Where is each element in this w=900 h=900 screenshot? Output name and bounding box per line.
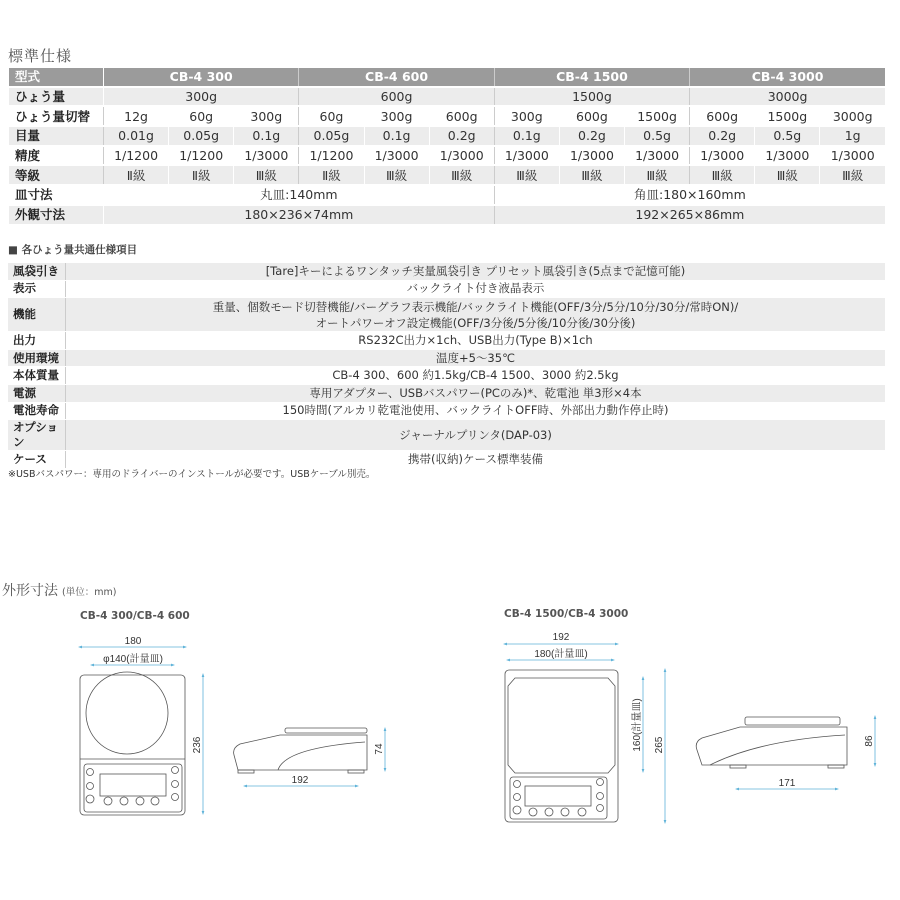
dim-foot: 171	[778, 778, 796, 789]
table-cell: 1/3000	[559, 146, 624, 166]
dim-pan: φ140(計量皿)	[103, 654, 163, 665]
table-cell: 1/3000	[625, 146, 690, 166]
table-cell: 180×236×74mm	[104, 205, 495, 225]
dim-foot: 192	[291, 775, 309, 786]
table-cell: 0.05g	[299, 126, 364, 146]
table-row	[8, 420, 885, 451]
table-cell: 192×265×86mm	[494, 205, 885, 225]
table-cell	[66, 280, 886, 298]
row-value: RS232C出力×1ch、USB出力(Type B)×1ch	[358, 332, 593, 347]
table-cell	[66, 420, 886, 451]
row-value: バックライト付き液晶表示	[406, 281, 545, 296]
model-header: CB-4 300	[104, 68, 299, 87]
table-cell: 300g	[234, 106, 299, 126]
table-cell	[66, 298, 886, 332]
table-cell: 1/3000	[364, 146, 429, 166]
row-label: ケース	[8, 451, 66, 469]
row-label: 電源	[8, 384, 66, 402]
unit-label: (単位：mm)	[62, 587, 117, 598]
large-side-view	[696, 717, 847, 768]
row-label: オプション	[8, 420, 66, 451]
row-label: 型式	[9, 68, 104, 87]
row-label: 表示	[8, 280, 66, 298]
row-label: ひょう量	[9, 87, 104, 107]
table-cell: 600g	[429, 106, 494, 126]
small-dim-lines	[80, 647, 385, 813]
table-cell: Ⅱ級	[169, 165, 234, 185]
table-cell: 12g	[104, 106, 169, 126]
table-cell: 300g	[104, 87, 299, 107]
table-cell: 0.2g	[690, 126, 755, 146]
table-cell: 1500g	[494, 87, 689, 107]
table-cell: 1/3000	[494, 146, 559, 166]
table-row	[9, 106, 886, 126]
table-cell: 3000g	[690, 87, 885, 107]
table-cell: 300g	[364, 106, 429, 126]
model-header: CB-4 600	[299, 68, 494, 87]
row-value: CB-4 300、600 約1.5kg/CB-4 1500、3000 約2.5kg	[332, 368, 619, 383]
standard-spec-table	[8, 68, 885, 226]
table-cell: 1/1200	[104, 146, 169, 166]
table-cell	[66, 367, 886, 385]
dim-pan-width: 180(計量皿)	[534, 649, 588, 660]
table-cell: 0.01g	[104, 126, 169, 146]
row-value: [Tare]キーによるワンタッチ実量風袋引き プリセット風袋引き(5点まで記憶可能)	[265, 263, 686, 278]
table-cell: Ⅲ級	[234, 165, 299, 185]
table-cell: Ⅲ級	[625, 165, 690, 185]
dim-height: 86	[864, 735, 875, 747]
table-cell: 1/3000	[820, 146, 885, 166]
row-value: 専用アダプター、USBバスパワー(PCのみ)*、乾電池 単3形×4本	[309, 385, 642, 400]
table-cell: 600g	[690, 106, 755, 126]
table-cell: Ⅱ級	[104, 165, 169, 185]
row-value: 携帯(収納)ケース標準装備	[408, 451, 543, 466]
table-cell: Ⅲ級	[429, 165, 494, 185]
table-cell: 1/1200	[299, 146, 364, 166]
model-header: CB-4 3000	[690, 68, 885, 87]
table-row	[8, 384, 885, 402]
table-row	[9, 146, 886, 166]
row-label: 出力	[8, 332, 66, 350]
row-value: 温度+5～35℃	[435, 350, 515, 365]
table-row	[9, 205, 886, 225]
row-label: 使用環境	[8, 349, 66, 367]
table-cell	[66, 349, 886, 367]
table-cell	[66, 384, 886, 402]
table-header-row	[9, 68, 886, 87]
table-cell: 1/1200	[169, 146, 234, 166]
table-cell: 60g	[299, 106, 364, 126]
dimensions-heading	[2, 580, 116, 600]
table-cell: 1/3000	[690, 146, 755, 166]
small-side-view	[234, 728, 367, 773]
table-cell: 1/3000	[755, 146, 820, 166]
table-cell	[66, 402, 886, 420]
table-row	[8, 280, 885, 298]
table-cell: Ⅲ級	[559, 165, 624, 185]
table-cell: Ⅲ級	[364, 165, 429, 185]
table-cell: 0.5g	[625, 126, 690, 146]
table-cell: Ⅲ級	[690, 165, 755, 185]
small-top-view	[80, 672, 185, 815]
dim-width: 192	[552, 632, 570, 643]
model-group-title: CB-4 300/CB-4 600	[80, 610, 190, 622]
row-value: 150時間(アルカリ乾電池使用、バックライトOFF時、外部出力動作停止時)	[282, 403, 669, 418]
row-label: 風袋引き	[8, 263, 66, 280]
common-spec-table	[8, 263, 885, 469]
table-cell: 1g	[820, 126, 885, 146]
common-spec-heading: ■ 各ひょう量共通仕様項目	[8, 244, 138, 256]
table-cell	[66, 332, 886, 350]
row-label: 外観寸法	[9, 205, 104, 225]
page-title: 標準仕様	[8, 47, 73, 65]
table-row	[9, 185, 886, 205]
table-cell	[66, 263, 886, 280]
row-label: 等級	[9, 165, 104, 185]
table-cell: Ⅲ級	[755, 165, 820, 185]
table-cell: 600g	[559, 106, 624, 126]
model-header: CB-4 1500	[494, 68, 689, 87]
row-value: オートパワーオフ設定機能(OFF/3分後/5分後/10分後/30分後)	[315, 315, 636, 330]
row-label: 本体質量	[8, 367, 66, 385]
footnote: ※USBバスパワー：専用のドライバーのインストールが必要です。USBケーブル別売。	[8, 469, 376, 480]
button-icons	[86, 767, 179, 806]
table-cell: 0.1g	[234, 126, 299, 146]
table-cell: Ⅲ級	[820, 165, 885, 185]
table-row	[8, 263, 885, 280]
row-label: ひょう量切替	[9, 106, 104, 126]
table-cell: 0.1g	[364, 126, 429, 146]
model-group-title: CB-4 1500/CB-4 3000	[504, 608, 629, 620]
table-cell: 0.2g	[429, 126, 494, 146]
table-row	[8, 349, 885, 367]
table-cell: 60g	[169, 106, 234, 126]
table-cell: 角皿:180×160mm	[494, 185, 885, 205]
dim-depth: 236	[192, 736, 203, 754]
table-cell: 0.2g	[559, 126, 624, 146]
dim-height: 74	[374, 743, 385, 755]
table-row	[8, 367, 885, 385]
table-cell: 1500g	[625, 106, 690, 126]
row-label: 精度	[9, 146, 104, 166]
row-label: 機能	[8, 298, 66, 332]
table-cell: 1/3000	[234, 146, 299, 166]
dim-depth: 265	[654, 736, 665, 754]
row-value: 重量、個数モード切替機能/バーグラフ表示機能/バックライト機能(OFF/3分/5分/10分/30分/常時ON)/	[212, 299, 739, 314]
table-row	[9, 165, 886, 185]
table-cell: 0.5g	[755, 126, 820, 146]
large-top-view	[505, 670, 618, 822]
table-cell: 1500g	[755, 106, 820, 126]
table-row	[8, 298, 885, 332]
row-value: ジャーナルプリンタ(DAP-03)	[399, 427, 552, 442]
row-label: 皿寸法	[9, 185, 104, 205]
row-label: 目量	[9, 126, 104, 146]
dim-pan-depth: 160(計量皿)	[632, 698, 643, 752]
dimensions-title: 外形寸法	[2, 583, 58, 599]
table-row	[9, 87, 886, 107]
table-row	[8, 332, 885, 350]
row-label: 電池寿命	[8, 402, 66, 420]
table-cell: 丸皿:140mm	[104, 185, 495, 205]
dim-width: 180	[124, 636, 142, 647]
large-dim-lines	[505, 644, 875, 822]
table-cell: 600g	[299, 87, 494, 107]
table-row	[8, 402, 885, 420]
table-cell: 3000g	[820, 106, 885, 126]
table-cell: 300g	[494, 106, 559, 126]
button-icons	[513, 779, 604, 817]
table-cell: 0.05g	[169, 126, 234, 146]
table-cell: 0.1g	[494, 126, 559, 146]
table-row	[9, 126, 886, 146]
table-cell: Ⅱ級	[299, 165, 364, 185]
table-cell: Ⅲ級	[494, 165, 559, 185]
table-cell: 1/3000	[429, 146, 494, 166]
